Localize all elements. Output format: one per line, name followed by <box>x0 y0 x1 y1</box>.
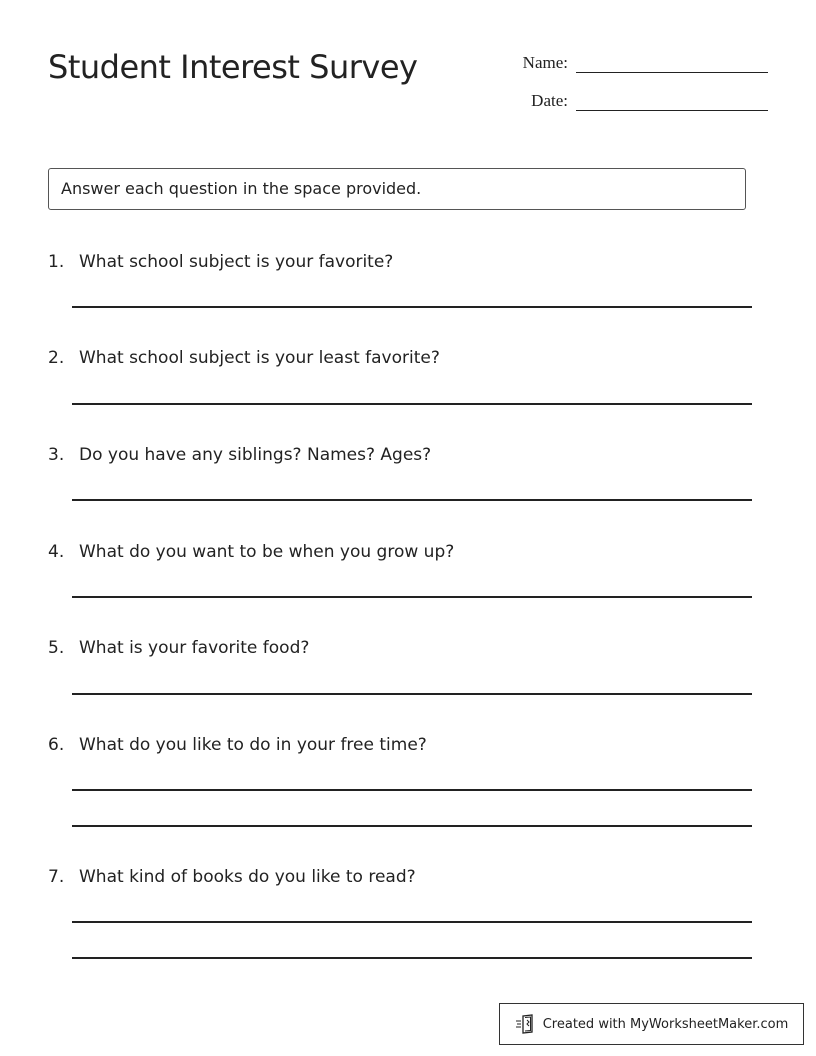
date-label: Date: <box>531 91 568 110</box>
question-text: Do you have any siblings? Names? Ages? <box>79 445 432 465</box>
question-text: What school subject is your favorite? <box>79 252 394 272</box>
answer-line[interactable] <box>72 499 752 501</box>
question-text: What do you like to do in your free time? <box>79 735 427 755</box>
question-4 <box>48 542 454 562</box>
question-number: 4. <box>48 542 65 562</box>
question-number: 3. <box>48 445 65 465</box>
question-2 <box>48 348 440 368</box>
question-text: What do you want to be when you grow up? <box>79 542 455 562</box>
answer-line[interactable] <box>72 306 752 308</box>
name-field <box>523 53 768 73</box>
page-title: Student Interest Survey <box>48 48 418 86</box>
answer-line[interactable] <box>72 789 752 791</box>
question-number: 5. <box>48 638 65 658</box>
answer-line[interactable] <box>72 403 752 405</box>
date-field <box>531 91 768 111</box>
answer-line[interactable] <box>72 957 752 959</box>
instructions-box: Answer each question in the space provided. <box>48 168 746 210</box>
name-blank-line[interactable] <box>576 54 768 73</box>
question-7 <box>48 867 416 887</box>
question-text: What is your favorite food? <box>79 638 310 658</box>
date-blank-line[interactable] <box>576 92 768 111</box>
question-number: 1. <box>48 252 65 272</box>
answer-line[interactable] <box>72 693 752 695</box>
answer-line[interactable] <box>72 825 752 827</box>
question-number: 7. <box>48 867 65 887</box>
question-number: 2. <box>48 348 65 368</box>
footer-text[interactable]: Created with MyWorksheetMaker.com <box>542 1016 789 1032</box>
question-6 <box>48 735 427 755</box>
question-text: What kind of books do you like to read? <box>79 867 416 887</box>
footer-credit <box>499 1003 804 1045</box>
question-3 <box>48 445 431 465</box>
answer-line[interactable] <box>72 596 752 598</box>
question-text: What school subject is your least favorite? <box>79 348 440 368</box>
name-label: Name: <box>522 53 568 72</box>
book-logo-icon <box>515 1014 537 1034</box>
answer-line[interactable] <box>72 921 752 923</box>
question-5 <box>48 638 309 658</box>
question-number: 6. <box>48 735 65 755</box>
question-1 <box>48 252 393 272</box>
